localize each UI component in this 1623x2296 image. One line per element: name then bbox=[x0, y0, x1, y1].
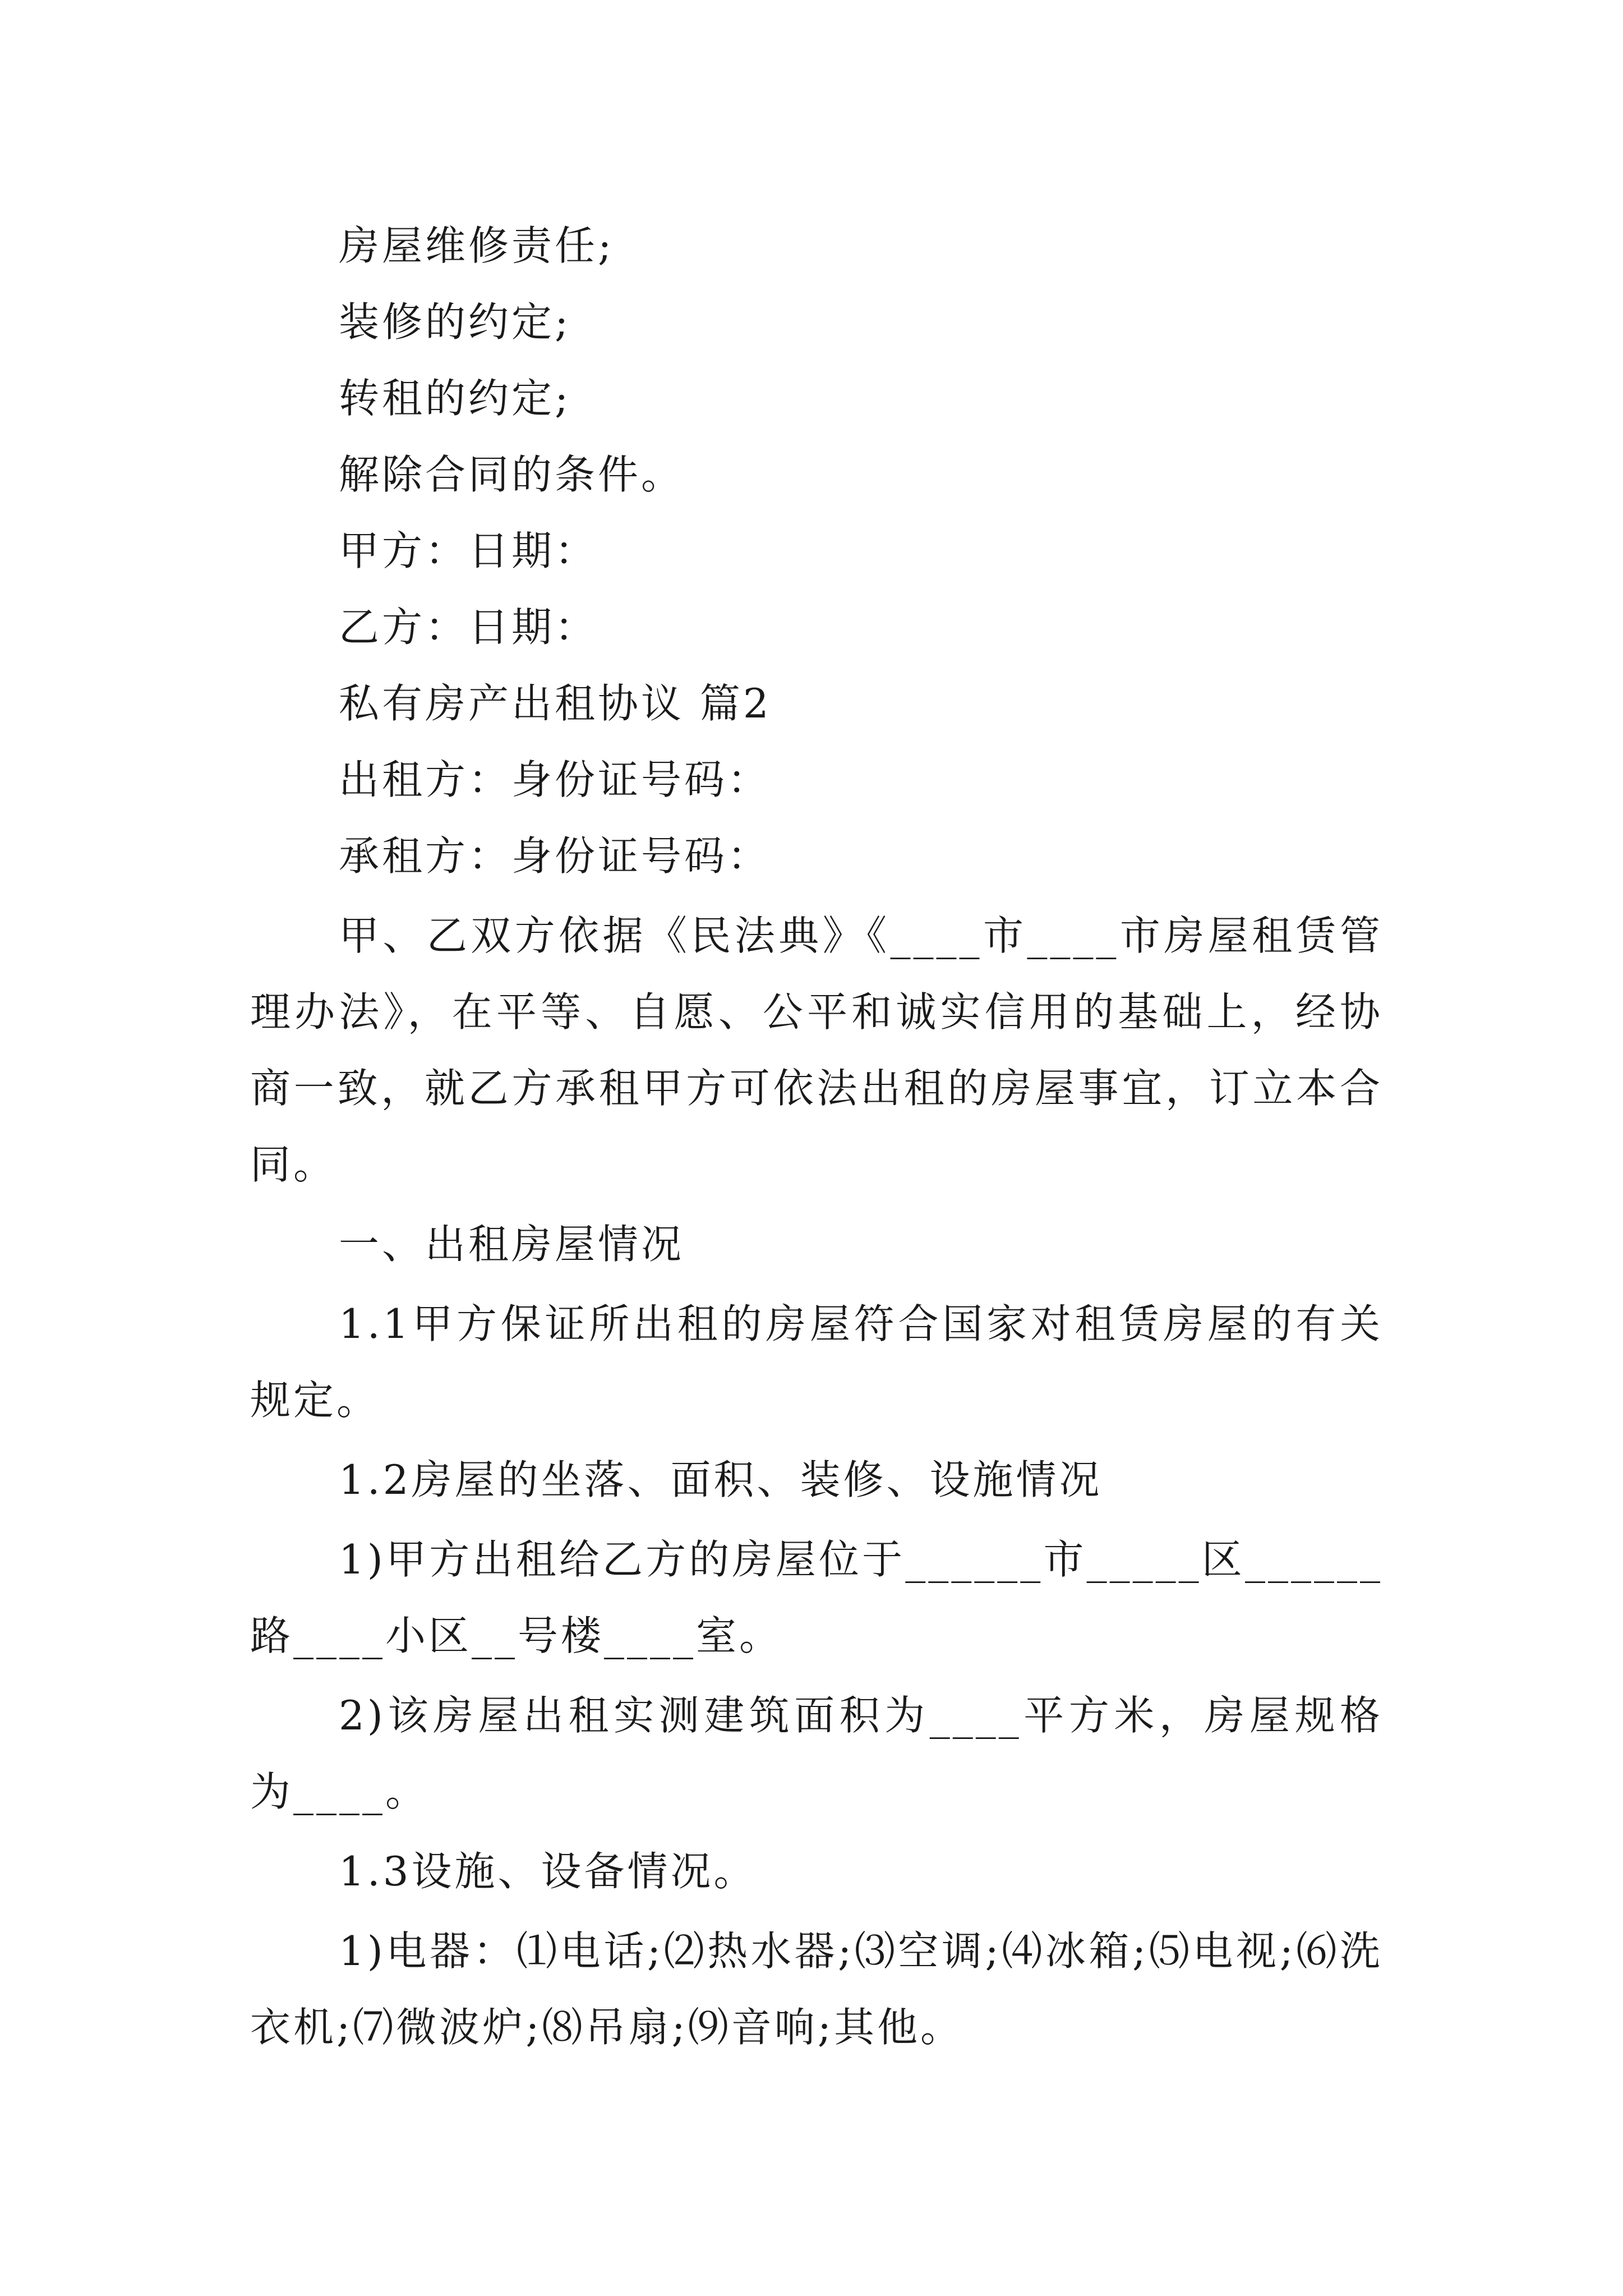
paragraph-lessor-id: 出租方：身份证号码： bbox=[339, 756, 771, 803]
paragraph-party-a-date: 甲方：日期： bbox=[339, 527, 598, 574]
paragraph-repair-responsibility: 房屋维修责任; bbox=[339, 222, 615, 269]
paragraph-party-b-date: 乙方：日期： bbox=[339, 604, 598, 651]
section-title-agreement-2: 私有房产出租协议 篇2 bbox=[339, 680, 772, 727]
clause-1-2: 1.2房屋的坐落、面积、装修、设施情况 bbox=[339, 1456, 1103, 1503]
paragraph-termination-conditions: 解除合同的条件。 bbox=[339, 451, 685, 498]
clause-1-2-item-1: 1)甲方出租给乙方的房屋位于______市_____区______路____小区__号楼____室。 bbox=[250, 1536, 1383, 1659]
paragraph-decoration-agreement: 装修的约定; bbox=[339, 298, 571, 346]
paragraph-sublease-agreement: 转租的约定; bbox=[339, 375, 571, 422]
paragraph-lessee-id: 承租方：身份证号码： bbox=[339, 832, 771, 880]
paragraph-preamble: 甲、乙双方依据《民法典》《____市____市房屋租赁管理办法》，在平等、自愿、公平和诚实信用的基础上，经协商一致，就乙方承租甲方可依法出租的房屋事宜，订立本合同。 bbox=[250, 912, 1383, 1188]
clause-1-2-item-2: 2)该房屋出租实测建筑面积为____平方米，房屋规格为____。 bbox=[250, 1692, 1383, 1815]
heading-rental-property-status: 一、出租房屋情况 bbox=[339, 1221, 685, 1268]
clause-1-3: 1.3设施、设备情况。 bbox=[339, 1848, 757, 1895]
clause-1-3-item-1: 1)电器：⑴电话;⑵热水器;⑶空调;⑷冰箱;⑸电视;⑹洗衣机;⑺微波炉;⑻吊扇;⑼音响;其他。 bbox=[250, 1927, 1383, 2051]
document-body bbox=[250, 208, 1383, 2065]
clause-1-1: 1.1甲方保证所出租的房屋符合国家对租赁房屋的有关规定。 bbox=[250, 1300, 1383, 1424]
